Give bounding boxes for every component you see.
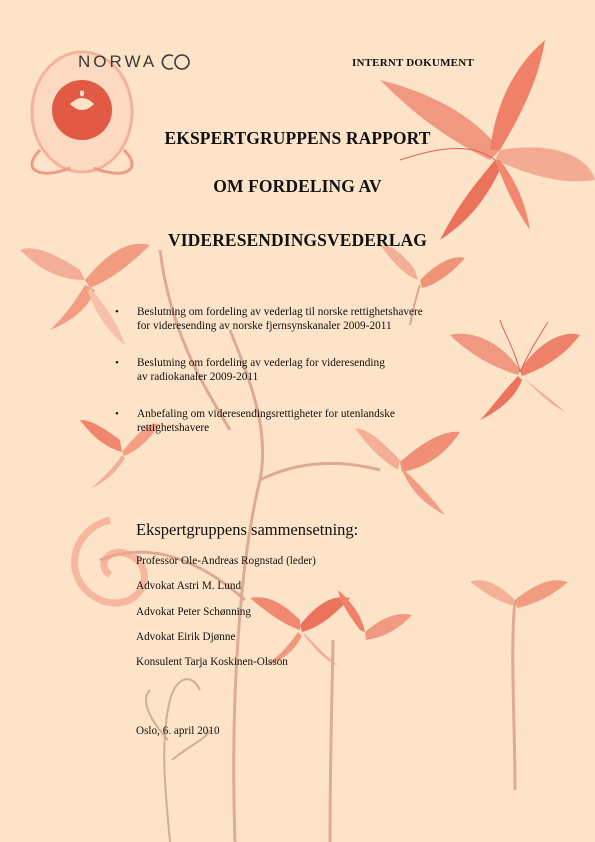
member-item: Konsulent Tarja Koskinen-Olsson	[136, 656, 288, 669]
internal-document-label: INTERNT DOKUMENT	[352, 57, 474, 69]
title-line-1: EKSPERTGRUPPENS RAPPORT	[164, 128, 431, 148]
member-item: Advokat Peter Schønning	[136, 605, 251, 618]
member-item: Advokat Eirik Djønne	[136, 630, 236, 643]
composition-heading: Ekspertgruppens sammensetning:	[136, 520, 359, 539]
twig-lower-left	[146, 679, 210, 842]
topic-line: av radiokanaler 2009-2011	[137, 371, 259, 383]
title-line-3: VIDERESENDINGSVEDERLAG	[168, 230, 427, 250]
member-item: Professor Ole-Andreas Rognstad (leder)	[136, 555, 316, 567]
topic-item	[115, 356, 475, 384]
topic-line: rettighetshavere	[137, 422, 210, 434]
topic-list	[115, 305, 475, 458]
topic-item	[115, 305, 475, 333]
topic-line: Beslutning om fordeling av vederlag for videresending	[137, 357, 385, 369]
member-list	[136, 555, 316, 681]
logo-c-o-mark-icon	[158, 53, 194, 71]
title-line-2: OM FORDELING AV	[213, 176, 382, 196]
swirl-left	[75, 520, 145, 603]
topic-line: Beslutning om fordeling av vederlag til norske rettighetshavere	[137, 306, 423, 318]
member-item: Advokat Astri M. Lund	[136, 580, 242, 593]
topic-line: for videresending av norske fjernsynskanaler 2009-2011	[137, 320, 392, 332]
topic-line: Anbefaling om videresendingsrettigheter for utenlandske	[137, 408, 395, 420]
topic-item	[115, 407, 475, 435]
norwaco-logo	[78, 52, 194, 72]
logo-text: NORWA	[78, 52, 158, 71]
bloom-bottom-right	[470, 580, 568, 608]
dateline: Oslo, 6. april 2010	[136, 725, 220, 737]
